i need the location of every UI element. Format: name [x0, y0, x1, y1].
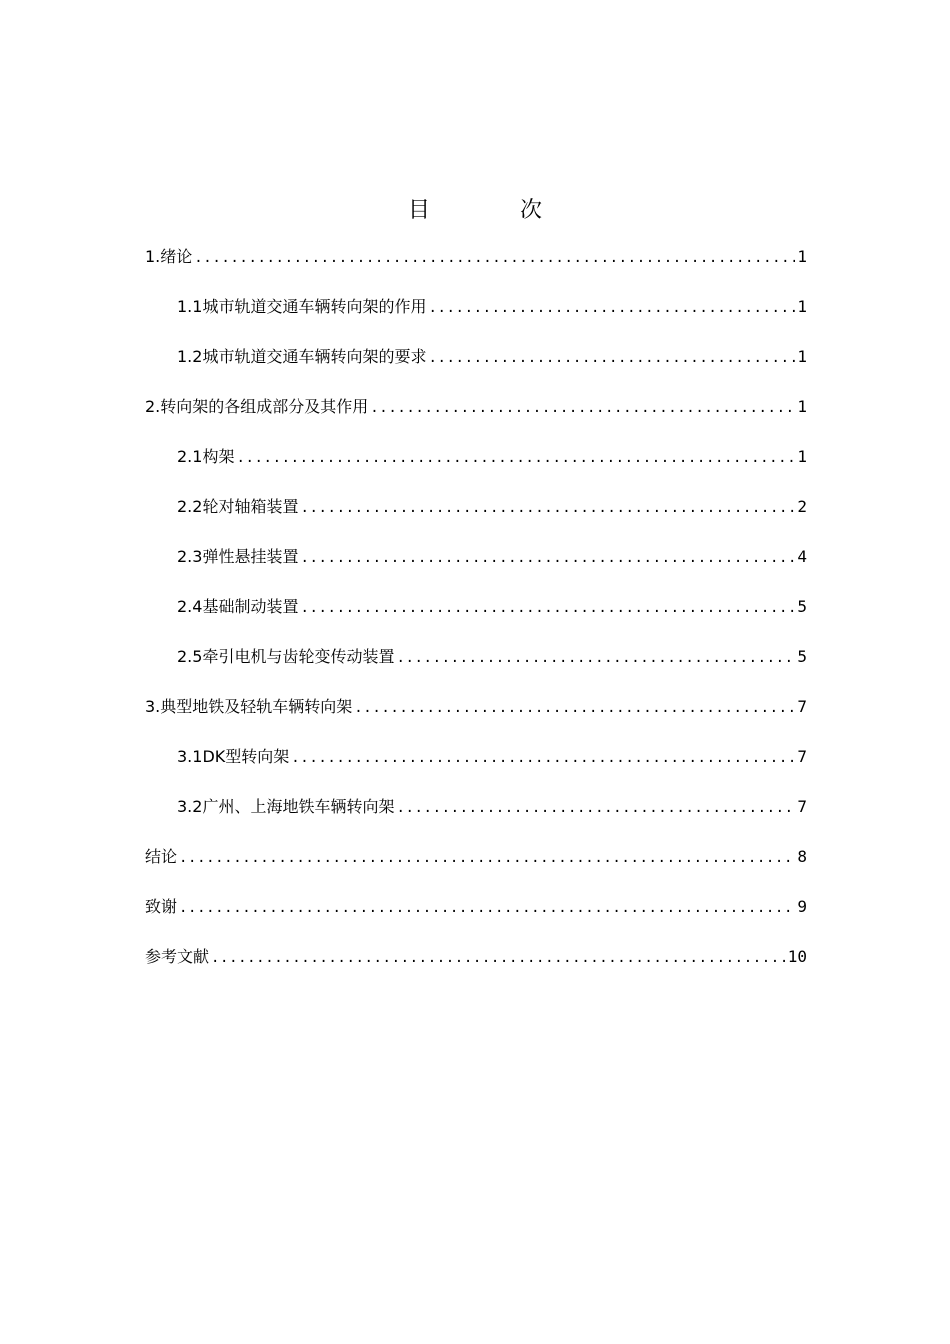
dot-leader — [179, 845, 795, 871]
toc-entry-2-5[interactable] — [145, 644, 807, 694]
toc-entry-3-2[interactable] — [145, 794, 807, 844]
toc-entry-3-1[interactable] — [145, 744, 807, 794]
toc-entry-2-4[interactable] — [145, 594, 807, 644]
toc-entry-label: 2.2轮对轴箱装置 — [177, 497, 299, 516]
toc-entry-page: 7 — [797, 697, 807, 716]
toc-entry-2-1[interactable] — [145, 444, 807, 494]
dot-leader — [396, 645, 795, 671]
toc-entry-3[interactable] — [145, 694, 807, 744]
dot-leader — [236, 445, 795, 471]
toc-entry-label: 致谢 — [145, 897, 178, 916]
toc-title: 目 次 — [407, 198, 576, 223]
toc-entry-label: 2.1构架 — [177, 447, 235, 466]
toc-entry-label: 3.1DK型转向架 — [177, 747, 290, 766]
dot-leader — [179, 895, 795, 921]
toc-entry-label: 2.4基础制动装置 — [177, 597, 299, 616]
toc-entry-page: 5 — [797, 647, 807, 666]
toc-entry-label: 结论 — [145, 847, 178, 866]
toc-entry-page: 8 — [797, 847, 807, 866]
dot-leader — [291, 745, 795, 771]
toc-entry-label: 2.转向架的各组成部分及其作用 — [145, 397, 369, 416]
toc-entry-page: 1 — [797, 397, 807, 416]
dot-leader — [354, 695, 795, 721]
toc-entry-page: 1 — [797, 247, 807, 266]
toc-entry-page: 5 — [797, 597, 807, 616]
toc-entry-page: 4 — [797, 547, 807, 566]
toc-entry-page: 2 — [797, 497, 807, 516]
toc-entry-2-2[interactable] — [145, 494, 807, 544]
dot-leader — [211, 945, 786, 971]
toc-entry-label: 3.2广州、上海地铁车辆转向架 — [177, 797, 395, 816]
toc-entry-page: 7 — [797, 747, 807, 766]
toc-entry-label: 3.典型地铁及轻轨车辆转向架 — [145, 697, 353, 716]
toc-list — [145, 244, 807, 994]
dot-leader — [428, 345, 795, 371]
toc-entry-label: 2.3弹性悬挂装置 — [177, 547, 299, 566]
dot-leader — [300, 595, 795, 621]
dot-leader — [370, 395, 795, 421]
toc-entry-label: 1.1城市轨道交通车辆转向架的作用 — [177, 297, 427, 316]
toc-entry-page: 1 — [797, 347, 807, 366]
dot-leader — [194, 245, 795, 271]
toc-entry-2[interactable] — [145, 394, 807, 444]
toc-entry-1-1[interactable] — [145, 294, 807, 344]
toc-entry-conclusion[interactable] — [145, 844, 807, 894]
toc-entry-label: 参考文献 — [145, 947, 210, 966]
toc-entry-page: 1 — [797, 297, 807, 316]
toc-entry-acknowledgements[interactable] — [145, 894, 807, 944]
toc-entry-label: 1.绪论 — [145, 247, 193, 266]
toc-entry-references[interactable] — [145, 944, 807, 994]
dot-leader — [428, 295, 795, 321]
toc-entry-label: 2.5牵引电机与齿轮变传动装置 — [177, 647, 395, 666]
dot-leader — [300, 545, 795, 571]
toc-entry-page: 10 — [787, 947, 807, 966]
toc-entry-1-2[interactable] — [145, 344, 807, 394]
toc-entry-page: 9 — [797, 897, 807, 916]
toc-entry-page: 7 — [797, 797, 807, 816]
toc-entry-2-3[interactable] — [145, 544, 807, 594]
toc-entry-introduction[interactable] — [145, 244, 807, 294]
dot-leader — [396, 795, 795, 821]
dot-leader — [300, 495, 795, 521]
toc-entry-page: 1 — [797, 447, 807, 466]
toc-entry-label: 1.2城市轨道交通车辆转向架的要求 — [177, 347, 427, 366]
